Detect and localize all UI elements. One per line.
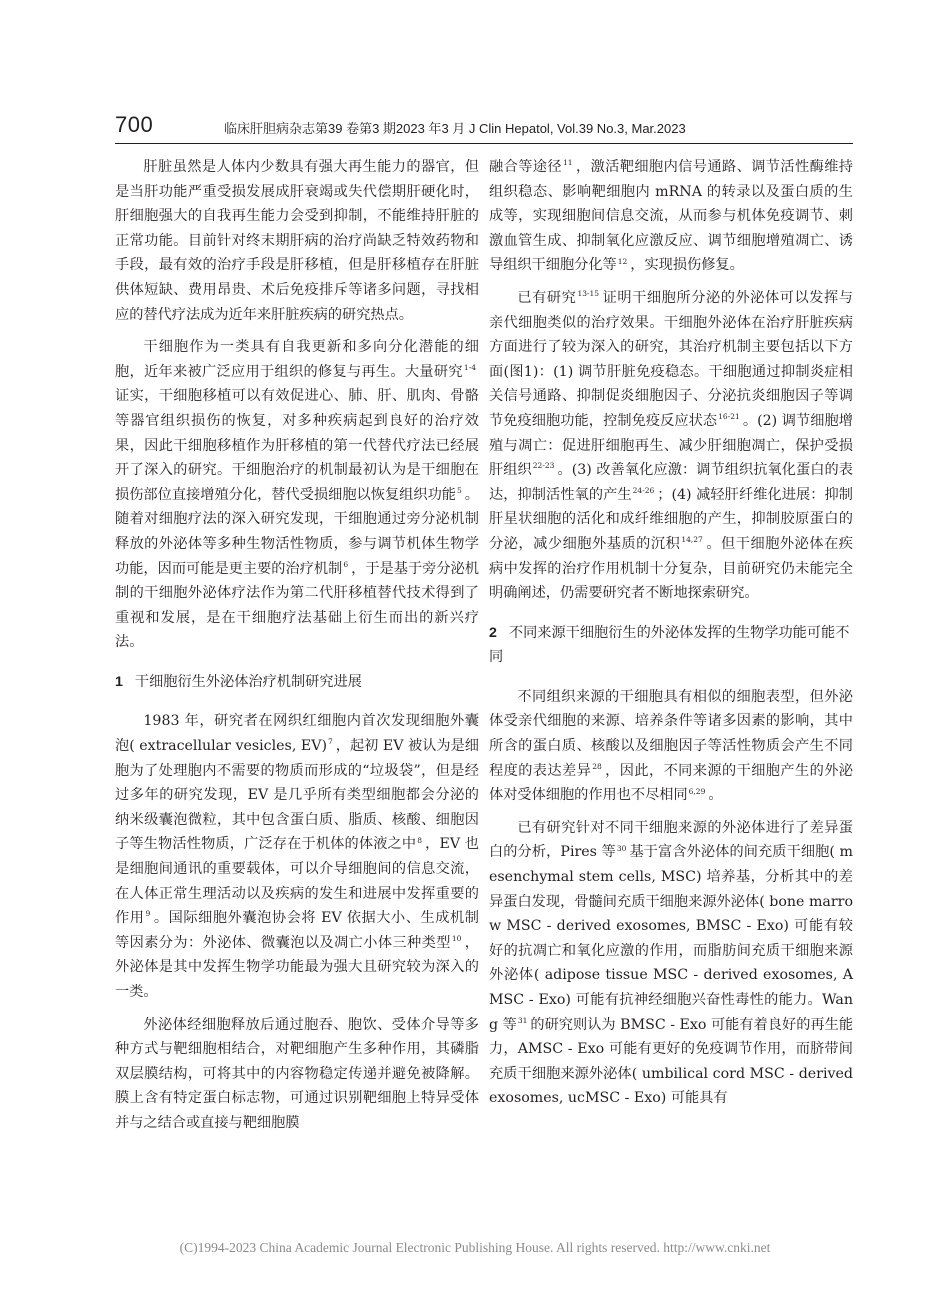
citation: 28 xyxy=(592,761,602,771)
citation: 6,29 xyxy=(688,786,706,796)
page-number: 700 xyxy=(115,112,154,137)
citation: 16-21 xyxy=(718,412,740,422)
paragraph-protein-analysis: 已有研究针对不同干细胞来源的外泌体进行了差异蛋白的分析，Pires 等$^{30}$ 基于富含外泌体的间充质干细胞( mesenchymal stem cells, MSC) 培养基，分析其中的差异蛋白发现，骨髓间充质干细胞来源外泌体( bone marrow MSC - derived exosomes, BMSC - Exo) 可能有较好的抗凋亡和氧化应激的作用，而脂肪间充质干细胞来源外泌体( adipose tissue MSC - derived exosomes, AMSC - Exo) 可能有抗神经细胞兴奋性毒性的能力。Wang 等$^{31}$ 的研究则认为 BMSC - Exo 可能有着良好的再生能力，AMSC - Exo 可能有更好的免疫调节作用，而脐带间充质干细胞来源外泌体( umbilical cord MSC - derived exosomes, ucMSC - Exo) 可能具有 xyxy=(489,819,854,1107)
citation: 6 xyxy=(343,559,349,569)
header-rule xyxy=(115,143,853,144)
citation: 12 xyxy=(617,256,628,266)
citation: 13-15 xyxy=(577,289,600,299)
citation: 8 xyxy=(417,835,423,845)
paragraph-intro-liver: 肝脏虽然是人体内少数具有强大再生能力的器官，但是当肝功能严重受损发展成肝衰竭或失代偿期肝硬化时，肝细胞强大的自我再生能力会受到抑制，不能维持肝脏的正常功能。目前针对终末期肝病的治疗尚缺乏特效药物和手段，最有效的治疗手段是肝移植，但是肝移植存在肝脏供体短缺、费用昂贵、术后免疫排斥等诸多问题，寻找相应的替代疗法成为近年来肝脏疾病的研究热点。 xyxy=(115,159,479,323)
journal-citation: 临床肝胆病杂志第39 卷第3 期2023 年3 月 J Clin Hepatol, Vol.39 No.3, Mar.2023 xyxy=(224,121,686,136)
citation: 24-26 xyxy=(632,485,655,495)
citation: 14,27 xyxy=(681,535,703,545)
paragraph-exosome-function: 融合等途径$^{11}$ ，激活靶细胞内信号通路、调节活性酶维持组织稳态、影响靶细胞内 mRNA 的转录以及蛋白质的生成等，实现细胞间信息交流，从而参与机体免疫调节、刺激血管生成、抑制氧化应激反应、调节细胞增殖凋亡、诱导组织干细胞分化等$^{12}$ ，实现损伤修复。 xyxy=(489,158,853,274)
paragraph-source-differences: 不同组织来源的干细胞具有相似的细胞表型，但外泌体受亲代细胞的来源、培养条件等诸多因素的影响，其中所含的蛋白质、核酸以及细胞因子等活性物质会产生不同程度的表达差异$^{28}$ ，因此，不同来源的干细胞产生的外泌体对受体细胞的作用也不尽相同$^{6,29}$ 。 xyxy=(489,688,853,804)
page-header xyxy=(115,112,853,146)
citation: 31 xyxy=(517,1015,528,1025)
citation: 7 xyxy=(328,737,333,747)
copyright-footer: (C)1994-2023 China Academic Journal Electronic Publishing House. All rights reserved. http://www.cnki.net xyxy=(179,1240,771,1255)
section-2-heading: 2 不同来源干细胞衍生的外泌体发挥的生物学功能可能不同 xyxy=(489,624,850,666)
citation: 11 xyxy=(563,158,573,168)
paragraph-ev-discovery: 1983 年，研究者在网织红细胞内首次发现细胞外囊泡( extracellular vesicles, EV)$^7$ ，起初 EV 被认为是细胞为了处理胞内不需要的物质而形成的“垃圾袋”，但是经过多年的研究发现，EV 是几乎所有类型细胞都会分泌的纳米级囊泡微粒，其中包含蛋白质、脂质、核酸、细胞因子等生物活性物质，广泛存在于机体的体液之中$^8$ ，EV 也是细胞间通讯的重要载体，可以介导细胞间的信息交流，在人体正常生理活动以及疾病的发生和进展中发挥重要的作用$^9$ 。国际细胞外囊泡协会将 EV 依据大小、生成机制等因素分为：外泌体、微囊泡以及凋亡小体三种类型$^{10}$ ，外泌体是其中发挥生物学功能最为强大且研究较为深入的一类。 xyxy=(115,713,479,1000)
citation: 10 xyxy=(451,934,462,944)
paragraph-exosome-binding: 外泌体经细胞释放后通过胞吞、胞饮、受体介导等多种方式与靶细胞相结合，对靶细胞产生多种作用，其磷脂双层膜结构，可将其中的内容物稳定传递并避免被降解。膜上含有特定蛋白标志物，可通过识别靶细胞上特异受体并与之结合或直接与靶细胞膜 xyxy=(115,1016,479,1131)
citation: 1-4 xyxy=(463,363,476,373)
paragraph-therapy-mechanisms: 已有研究$^{13-15}$ 证明干细胞所分泌的外泌体可以发挥与亲代细胞类似的治疗效果。干细胞外泌体在治疗肝脏疾病方面进行了较为深入的研究，其治疗机制主要包括以下方面(图1)：(1) 调节肝脏免疫稳态。干细胞通过抑制炎症相关信号通路、抑制促炎细胞因子、分泌抗炎细胞因子等调节免疫细胞功能，控制免疫反应状态$^{16-21}$ 。(2) 调节细胞增殖与凋亡：促进肝细胞再生、减少肝细胞凋亡，保护受损肝组织$^{22-23}$ 。(3) 改善氧化应激：调节组织抗氧化蛋白的表达，抑制活性氧的产生$^{24-26}$ ；(4) 减轻肝纤维化进展：抑制肝星状细胞的活化和成纤维细胞的产生，抑制胶原蛋白的分泌，减少细胞外基质的沉积$^{14,27}$ 。但干细胞外泌体在疾病中发挥的治疗作用机制十分复杂，目前研究仍未能完全明确阐述，仍需要研究者不断地探索研究。 xyxy=(489,289,853,602)
right-column xyxy=(489,155,853,1111)
citation: 22-23 xyxy=(532,461,555,471)
section-1-heading: 1 干细胞衍生外泌体治疗机制研究进展 xyxy=(115,673,362,690)
left-column xyxy=(115,155,479,1136)
citation: 30 xyxy=(616,843,627,853)
paragraph-stem-cells: 干细胞作为一类具有自我更新和多向分化潜能的细胞，近年来被广泛应用于组织的修复与再生。大量研究$^{1-4}$证实，干细胞移植可以有效促进心、肺、肝、肌肉、骨骼等器官组织损伤的恢复，对多种疾病起到良好的治疗效果，因此干细胞移植作为肝移植的第一代替代疗法已经展开了深入的研究。干细胞治疗的机制最初认为是干细胞在损伤部位直接增殖分化，替代受损细胞以恢复组织功能$^5$ 。随着对细胞疗法的深入研究发现，干细胞通过旁分泌机制释放的外泌体等多种生物活性物质，参与调节机体生物学功能，因而可能是更主要的治疗机制$^6$ ，于是基于旁分泌机制的干细胞外泌体疗法作为第二代肝移植替代技术得到了重视和发展，是在干细胞疗法基础上衍生而出的新兴疗法。 xyxy=(115,339,479,651)
citation: 5 xyxy=(456,485,462,495)
citation: 9 xyxy=(145,909,151,919)
